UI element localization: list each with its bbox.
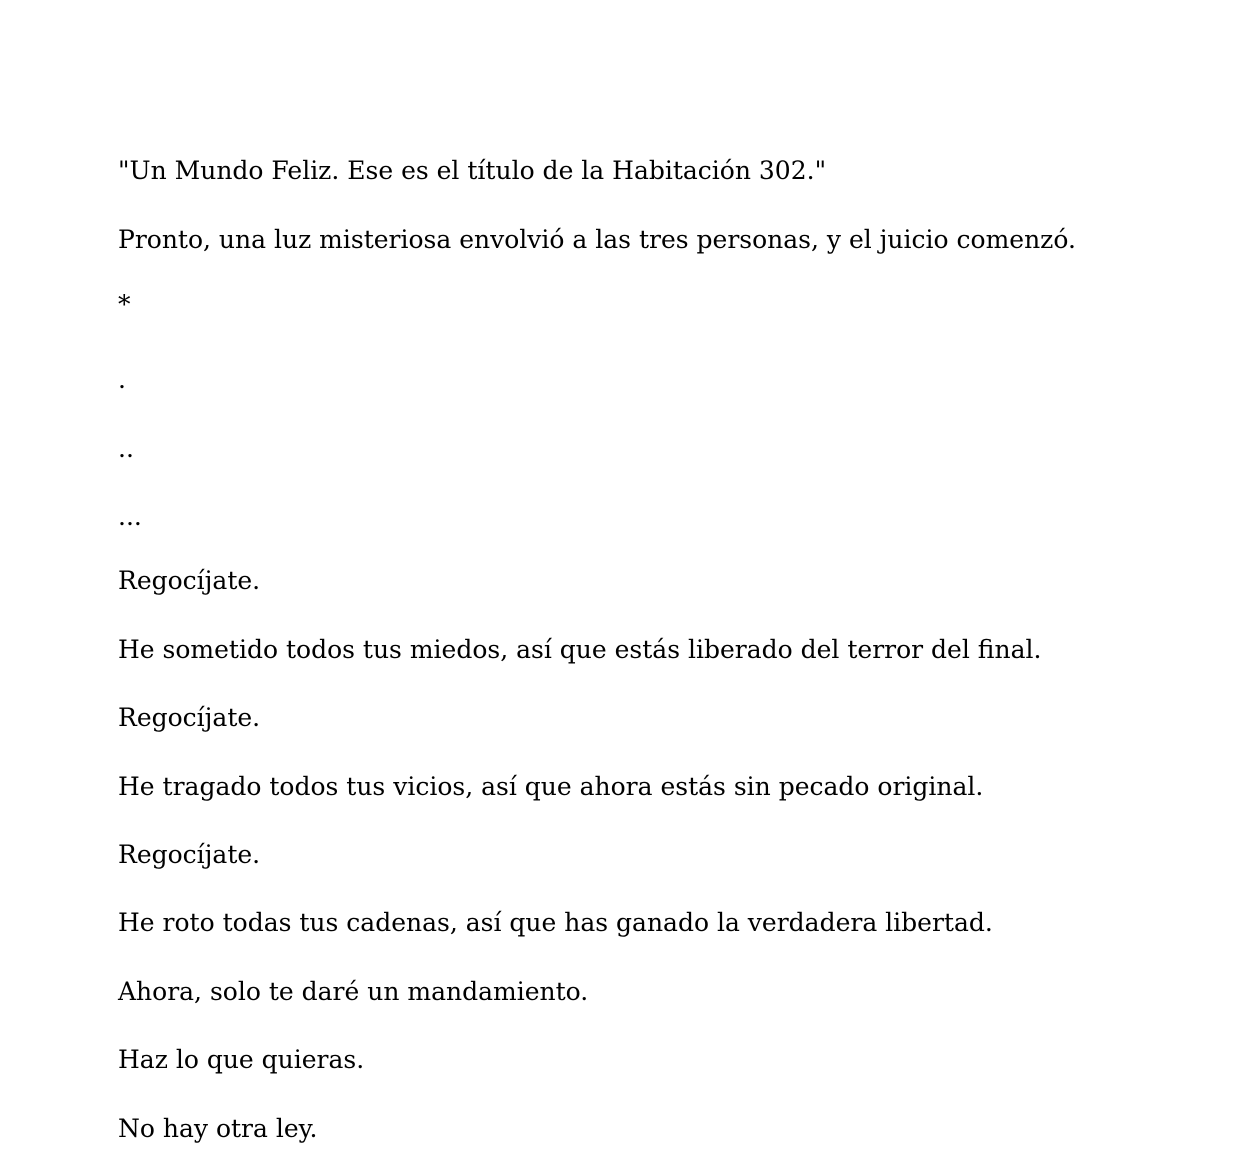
paragraph-rejoice-2: Regocíjate. [118,703,261,732]
paragraph-room-title: "Un Mundo Feliz. Ese es el título de la Habitación 302." [118,156,827,185]
paragraph-judgment-begins: Pronto, una luz misteriosa envolvió a las tres personas, y el juicio comenzó. [118,225,1076,254]
paragraph-do-as-you-wish: Haz lo que quieras. [118,1045,365,1074]
scene-break-asterisk: * [118,290,131,319]
paragraph-rejoice-1: Regocíjate. [118,566,261,595]
ellipsis-three-dots: ... [118,502,142,531]
paragraph-vices: He tragado todos tus vicios, así que ahora estás sin pecado original. [118,772,984,801]
paragraph-fears: He sometido todos tus miedos, así que estás liberado del terror del final. [118,635,1042,664]
paragraph-rejoice-3: Regocíjate. [118,840,261,869]
paragraph-commandment: Ahora, solo te daré un mandamiento. [118,977,589,1006]
paragraph-no-other-law: No hay otra ley. [118,1114,318,1143]
paragraph-chains: He roto todas tus cadenas, así que has ganado la verdadera libertad. [118,908,993,937]
ellipsis-one-dot: . [118,365,126,394]
ellipsis-two-dots: .. [118,434,134,463]
